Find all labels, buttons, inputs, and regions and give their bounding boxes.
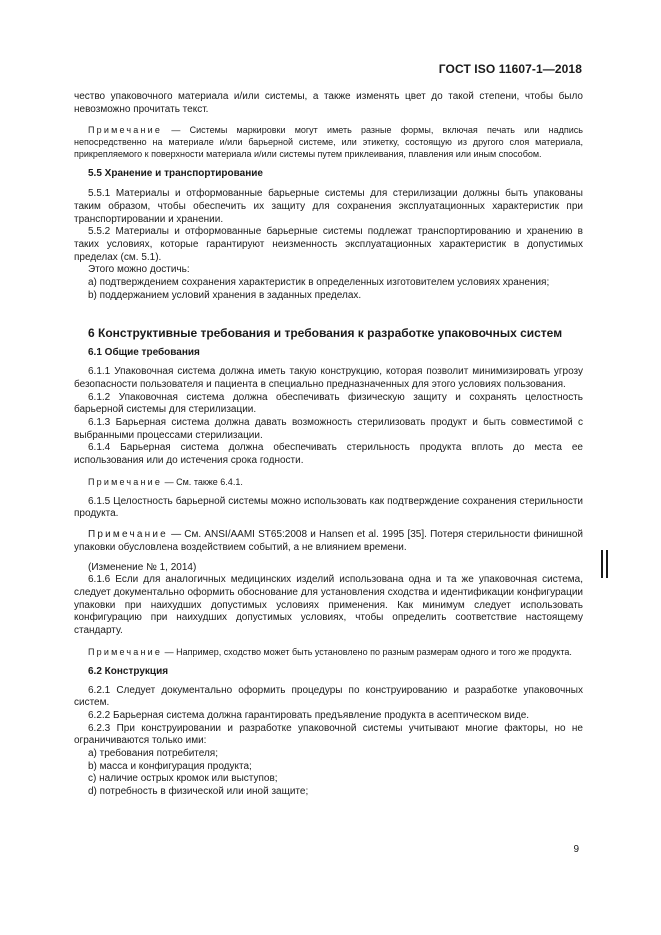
heading-section-6: 6 Конструктивные требования и требования к разработке упаковочных систем — [88, 326, 563, 341]
paragraph-6-1-1: 6.1.1 Упаковочная система должна иметь такую конструкцию, которая позволит минимизировать угрозу безопасности пользователя и пациента в специально предназначенных для этого условиях пользования. — [74, 366, 583, 390]
change-bar-marker — [601, 550, 609, 578]
list-item-requirements: a) требования потребителя; — [88, 748, 218, 760]
paragraph-6-1-2: 6.1.2 Упаковочная система должна обеспечивать физическую защиту и сохранять целостность барьерной системы для стерилизации. — [74, 391, 583, 416]
list-item-a: a) подтверждением сохранения характеристик в определенных изготовителем условиях хранения; — [88, 277, 550, 289]
note-dash: — — [164, 646, 174, 657]
heading-5-5: 5.5 Хранение и транспортирование — [88, 168, 263, 180]
list-item-b: b) поддержанием условий хранения в заданных пределах. — [88, 289, 362, 301]
note-ansi-reference — [74, 529, 583, 554]
paragraph-continuation: чество упаковочного материала и/или системы, а также изменять цвет до такой степени, чтобы было невозможно прочитать текст. — [74, 91, 583, 115]
note-dash: — — [171, 529, 182, 541]
paragraph-achieve: Этого можно достичь: — [88, 264, 190, 276]
heading-6-1: 6.1 Общие требования — [88, 347, 200, 359]
paragraph-6-1-5: 6.1.5 Целостность барьерной системы можно использовать как подтверждение сохранения стерильности продукта. — [74, 495, 583, 520]
paragraph-6-1-4: 6.1.4 Барьерная система должна обеспечивать стерильность продукта вплоть до места ее использования или до истечения срока годности. — [74, 442, 583, 467]
note-similarity — [74, 646, 583, 658]
paragraph-5-5-2: 5.5.2 Материалы и отформованные барьерные системы подлежат транспортированию и хранению в таких условиях, которые гарантируют неизменность эксплуатационных характеристик в допустимых пределах (см. 5.1). — [74, 226, 583, 263]
note-label: Примечание — [88, 529, 168, 541]
note-text: См. также 6.4.1. — [176, 476, 243, 487]
paragraph-5-5-1: 5.5.1 Материалы и отформованные барьерные системы для стерилизации должны быть упакованы таким образом, чтобы обеспечить их защиту для сохранения эксплуатационных характеристик при транспортировании и хранении. — [74, 188, 583, 225]
paragraph-6-2-3: 6.2.3 При конструировании и разработке упаковочной системы учитывают многие факторы, но не ограничиваются только ими: — [74, 722, 583, 747]
paragraph-6-2-2: 6.2.2 Барьерная система должна гарантировать предъявление продукта в асептическом виде. — [88, 709, 530, 721]
note-label: Примечание — [88, 125, 163, 136]
list-item-mass: b) масса и конфигурация продукта; — [88, 760, 252, 772]
list-item-protection: d) потребность в физической или иной защите; — [88, 786, 309, 798]
note-label: Примечание — [88, 476, 163, 487]
note-text: См. ANSI/AAMI ST65:2008 и Hansen et al. 1995 [35]. Потеря стерильности финишной упаковки обусловлена воздействием событий, а не влиянием времени. — [74, 529, 583, 553]
paragraph-6-2-1: 6.2.1 Следует документально оформить процедуры по конструированию и разработке упаковочных систем. — [74, 684, 583, 709]
paragraph-6-1-3: 6.1.3 Барьерная система должна давать возможность стерилизовать продукт и быть совместимой с выбранными процессами стерилизации. — [74, 416, 583, 441]
note-label: Примечание — [88, 646, 163, 657]
note-see-also — [74, 476, 583, 488]
heading-6-2: 6.2 Конструкция — [88, 665, 169, 677]
change-bar-left — [601, 550, 603, 578]
document-header: ГОСТ ISO 11607-1—2018 — [438, 62, 582, 76]
list-item-sharp-edges: c) наличие острых кромок или выступов; — [88, 773, 278, 785]
page-content — [74, 91, 583, 799]
page-number: 9 — [573, 844, 579, 855]
note-marking-systems — [74, 124, 583, 160]
note-text: Системы маркировки могут иметь разные формы, включая печать или надпись непосредственно на материале и/или барьерной системе, или этикетку, состоящую из другого слоя материала, прикрепляемого к поверхности материала и/или системы путем приклеивания, плавления или иным способом. — [74, 125, 583, 160]
note-text: Например, сходство может быть установлено по разным размерам одного и того же продукта. — [176, 646, 572, 657]
note-dash: — — [171, 125, 181, 136]
note-dash: — — [164, 476, 174, 487]
change-bar-right — [606, 550, 608, 578]
paragraph-6-1-6: 6.1.6 Если для аналогичных медицинских изделий использована одна и та же упаковочная система, следует документально оформить обоснование для установления сходства и идентификации конфигурации упаковки при наихудших допустимых условиях применения. Как минимум следует использовать конфигурацию при наихудших допустимых условиях, чтобы определить соответствие настоящему стандарту. — [74, 574, 583, 637]
amendment-note: (Изменение № 1, 2014) — [88, 561, 197, 573]
